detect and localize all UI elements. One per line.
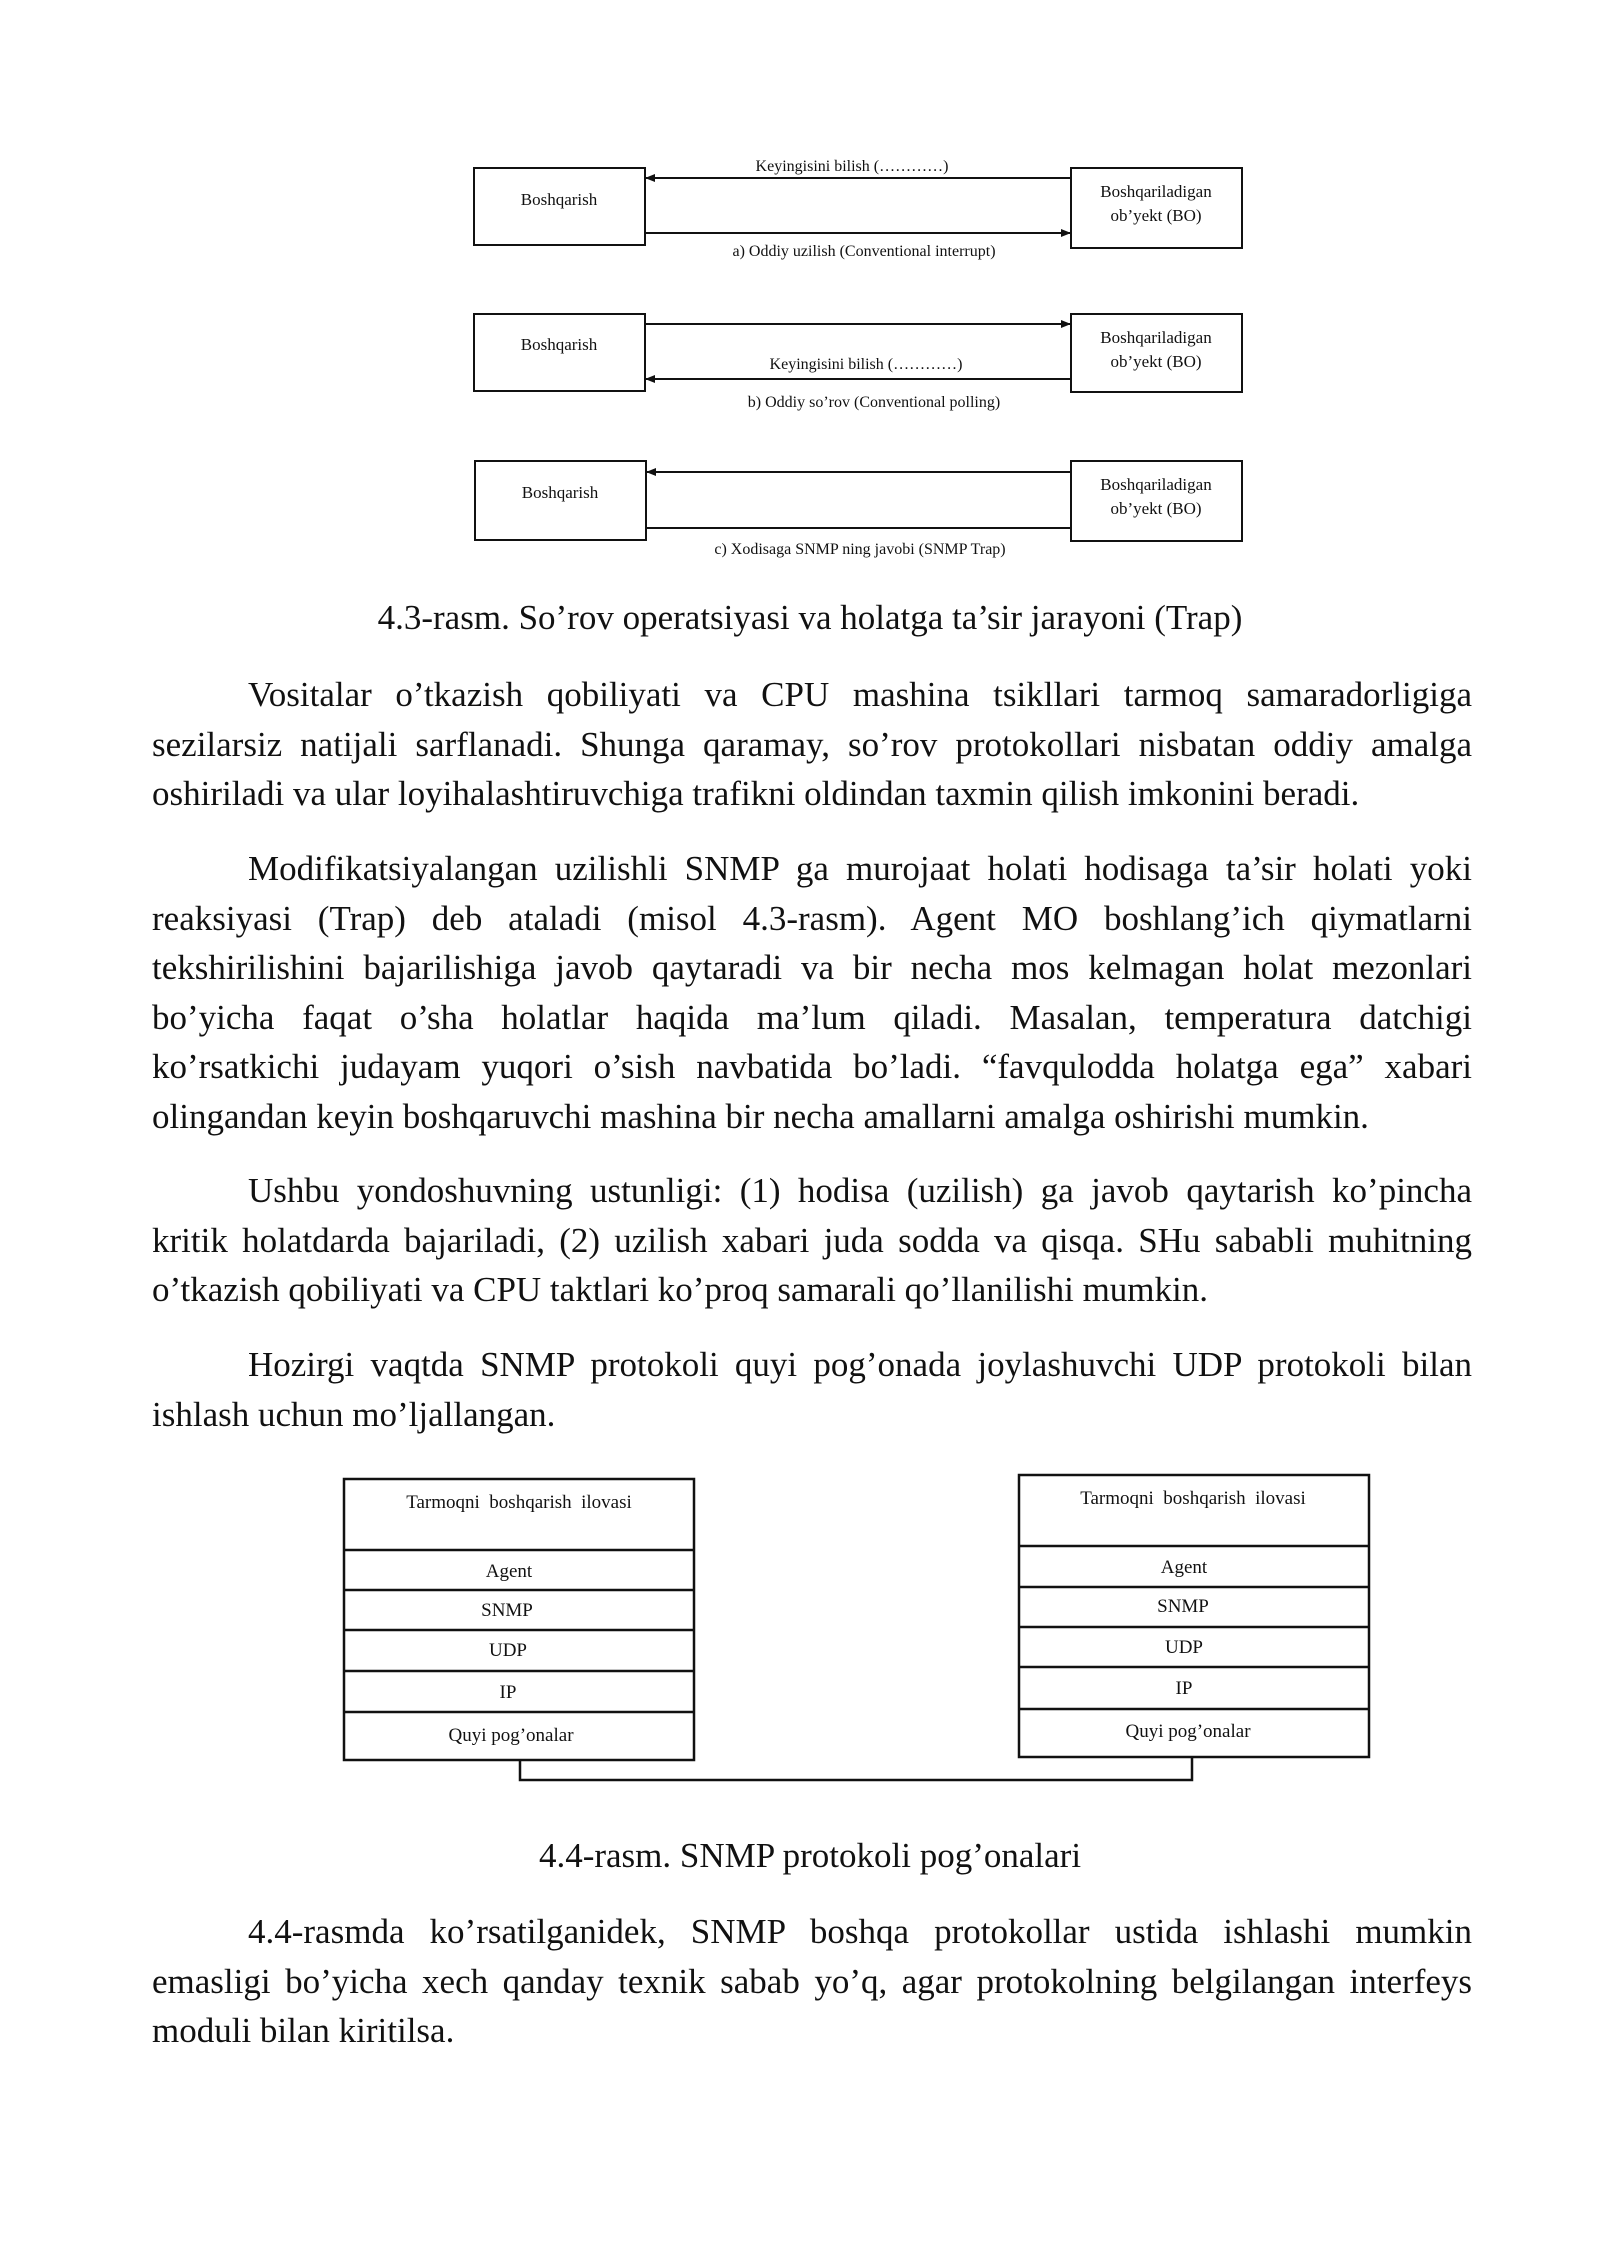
paragraph-2: Modifikatsiyalangan uzilishli SNMP ga murojaat holati hodisaga ta’sir holati yoki reaksiyasi (Trap) deb ataladi (misol 4.3-rasm). Agent MO boshlang’ich qiymatlarni tekshirilishini bajarilishiga javob qaytaradi va bir necha mos kelmagan holat mezonlari bo’yicha faqat o’sha holatlar haqida ma’lum qiladi. Masalan, temperatura datchigi ko’rsatkichi judayam yuqori o’sish navbatida bo’ladi. “favqulodda holatga ega” xabari olingandan keyin boshqaruvchi mashina bir necha amallarni amalga oshirishi mumkin. — [152, 849, 1472, 1136]
protocol-stack-left — [344, 1479, 694, 1760]
paragraph-4: Hozirgi vaqtda SNMP protokoli quyi pog’onada joylashuvchi UDP protokoli bilan ishlash uchun mo’ljallangan. — [152, 1345, 1472, 1434]
paragraph-1: Vositalar o’tkazish qobiliyati va CPU mashina tsikllari tarmoq samaradorligiga sezilarsiz natijali sarflanadi. Shunga qaramay, so’rov protokollari nisbatan oddiy amalga oshiriladi va ular loyihalashtiruvchiga trafikni oldindan taxmin qilish imkonini beradi. — [152, 675, 1472, 813]
figure-4-4-caption: 4.4-rasm. SNMP protokoli pog’onalari — [538, 1836, 1082, 1875]
panel-caption: a) Oddiy uzilish (Conventional interrupt) — [732, 243, 996, 260]
arrow-label-top: Keyingisini bilish (…………) — [755, 158, 949, 175]
layer-udp: UDP — [488, 1640, 528, 1661]
layer-snmp: SNMP — [481, 1600, 533, 1621]
layer-agent: Agent — [1160, 1557, 1208, 1578]
panel-b — [474, 314, 1242, 411]
managed-object-label-line1: Boshqariladigan — [1100, 475, 1212, 494]
layer-udp: UDP — [1164, 1637, 1204, 1658]
stack-header: Tarmoqni boshqarish ilovasi — [406, 1492, 632, 1513]
layer-snmp: SNMP — [1157, 1596, 1209, 1617]
paragraph-5: 4.4-rasmda ko’rsatilganidek, SNMP boshqa protokollar ustida ishlashi mumkin emasligi bo’yicha xech qanday texnik sabab yo’q, agar protokolning belgilangan interfeys moduli bilan kiritilsa. — [152, 1912, 1472, 2050]
layer-ip: IP — [499, 1682, 517, 1703]
control-box-label: Boshqarish — [521, 483, 599, 502]
figure-4-3-diagram — [470, 150, 1270, 570]
arrow-label-bottom: Keyingisini bilish (…………) — [769, 356, 963, 373]
layer-agent: Agent — [485, 1561, 533, 1582]
managed-object-label-line2: ob’yekt (BO) — [1110, 499, 1202, 518]
managed-object-label-line1: Boshqariladigan — [1100, 328, 1212, 347]
layer-lower: Quyi pog’onalar — [448, 1725, 574, 1746]
paragraph-3: Ushbu yondoshuvning ustunligi: (1) hodisa (uzilish) ga javob qaytarish ko’pincha kritik holatdarda bajariladi, (2) uzilish xabari juda sodda va qisqa. SHu sababli muhitning o’tkazish qobiliyati va CPU taktlari ko’proq samarali qo’llanilishi mumkin. — [152, 1171, 1472, 1309]
managed-object-label-line1: Boshqariladigan — [1100, 182, 1212, 201]
figure-4-3-caption: 4.3-rasm. So’rov operatsiyasi va holatga ta’sir jarayoni (Trap) — [377, 598, 1243, 637]
panel-c — [475, 461, 1242, 558]
figure-4-4-diagram — [340, 1470, 1380, 1810]
managed-object-label-line2: ob’yekt (BO) — [1110, 352, 1202, 371]
panel-caption: b) Oddiy so’rov (Conventional polling) — [747, 394, 1001, 411]
protocol-stack-right — [1019, 1475, 1369, 1757]
control-box-label: Boshqarish — [520, 335, 598, 354]
layer-lower: Quyi pog’onalar — [1125, 1721, 1251, 1742]
layer-ip: IP — [1175, 1678, 1193, 1699]
control-box-label: Boshqarish — [520, 190, 598, 209]
panel-caption: c) Xodisaga SNMP ning javobi (SNMP Trap) — [714, 541, 1006, 558]
managed-object-label-line2: ob’yekt (BO) — [1110, 206, 1202, 225]
stack-header: Tarmoqni boshqarish ilovasi — [1080, 1488, 1306, 1509]
panel-a — [474, 158, 1242, 260]
